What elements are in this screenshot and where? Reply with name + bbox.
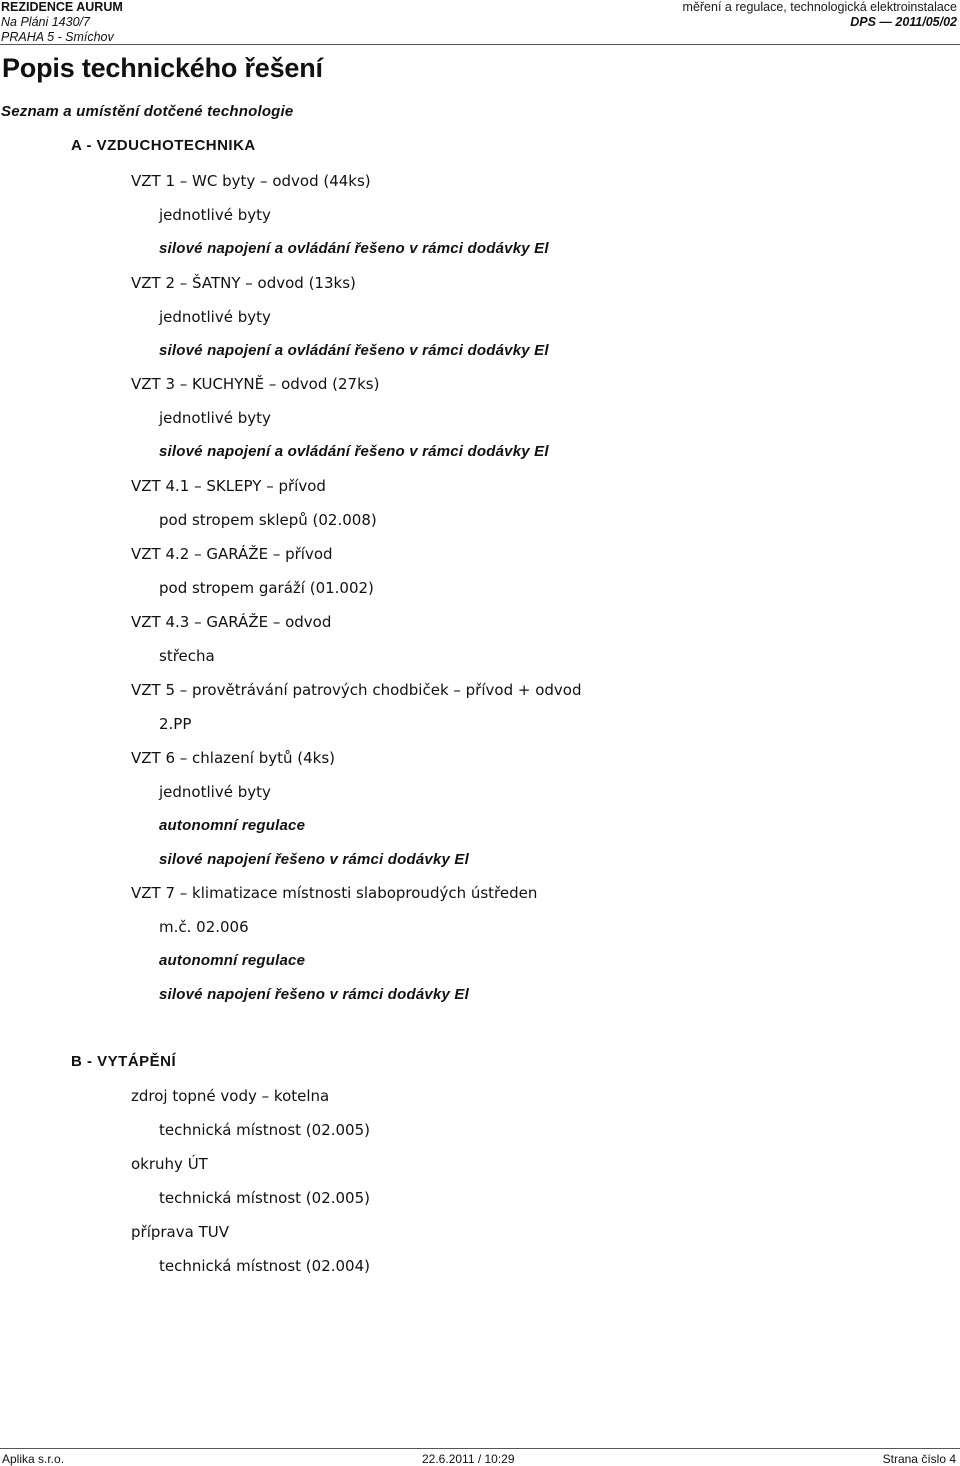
project-name: REZIDENCE AURUM [1,0,123,14]
item-heat-source: zdroj topné vody – kotelna [131,1087,330,1105]
item-detail: pod stropem garáží (01.002) [159,579,374,597]
document-id: DPS — 2011/05/02 [850,15,957,29]
item-vzt4-2: VZT 4.2 – GARÁŽE – přívod [131,545,333,563]
footer-company: Aplika s.r.o. [2,1452,65,1466]
section-a-heading: A - VZDUCHOTECHNIKA [71,137,256,154]
item-note: silové napojení řešeno v rámci dodávky El [159,986,469,1003]
item-heating-circuits: okruhy ÚT [131,1155,208,1173]
footer-page-number: Strana číslo 4 [882,1452,956,1466]
item-note: silové napojení a ovládání řešeno v rámci dodávky El [159,443,549,460]
item-note: autonomní regulace [159,817,306,834]
page-title: Popis technického řešení [2,53,323,83]
item-note: silové napojení řešeno v rámci dodávky El [159,851,469,868]
item-detail: jednotlivé byty [159,409,271,427]
item-vzt1: VZT 1 – WC byty – odvod (44ks) [131,172,371,190]
item-vzt4-1: VZT 4.1 – SKLEPY – přívod [131,477,326,495]
section-b-heading: B - VYTÁPĚNÍ [71,1053,177,1070]
item-detail: technická místnost (02.005) [159,1121,370,1139]
item-detail: jednotlivé byty [159,783,271,801]
item-note: silové napojení a ovládání řešeno v rámci dodávky El [159,240,549,257]
item-detail: technická místnost (02.004) [159,1257,370,1275]
header-right [683,0,957,30]
footer-datetime: 22.6.2011 / 10:29 [422,1452,515,1466]
item-detail: pod stropem sklepů (02.008) [159,511,377,529]
item-hot-water: příprava TUV [131,1223,229,1241]
discipline: měření a regulace, technologická elektroinstalace [682,0,957,14]
item-vzt3: VZT 3 – KUCHYNĚ – odvod (27ks) [131,375,380,393]
project-city: PRAHA 5 - Smíchov [1,30,114,44]
item-vzt2: VZT 2 – ŠATNY – odvod (13ks) [131,274,356,292]
header-divider [0,44,960,45]
page-subtitle: Seznam a umístění dotčené technologie [1,103,294,120]
item-note: autonomní regulace [159,952,306,969]
item-note: silové napojení a ovládání řešeno v rámci dodávky El [159,342,549,359]
footer-divider [0,1448,960,1449]
item-vzt4-3: VZT 4.3 – GARÁŽE – odvod [131,613,332,631]
item-detail: jednotlivé byty [159,308,271,326]
item-vzt7: VZT 7 – klimatizace místnosti slaboproudých ústředen [131,884,538,902]
item-vzt5: VZT 5 – provětrávání patrových chodbiček – přívod + odvod [131,681,582,699]
item-vzt6: VZT 6 – chlazení bytů (4ks) [131,749,336,767]
item-detail: střecha [159,647,215,665]
item-detail: 2.PP [159,715,192,733]
project-address: Na Pláni 1430/7 [1,15,90,29]
item-detail: technická místnost (02.005) [159,1189,370,1207]
item-detail: m.č. 02.006 [159,918,249,936]
item-detail: jednotlivé byty [159,206,271,224]
header-left [1,0,123,45]
